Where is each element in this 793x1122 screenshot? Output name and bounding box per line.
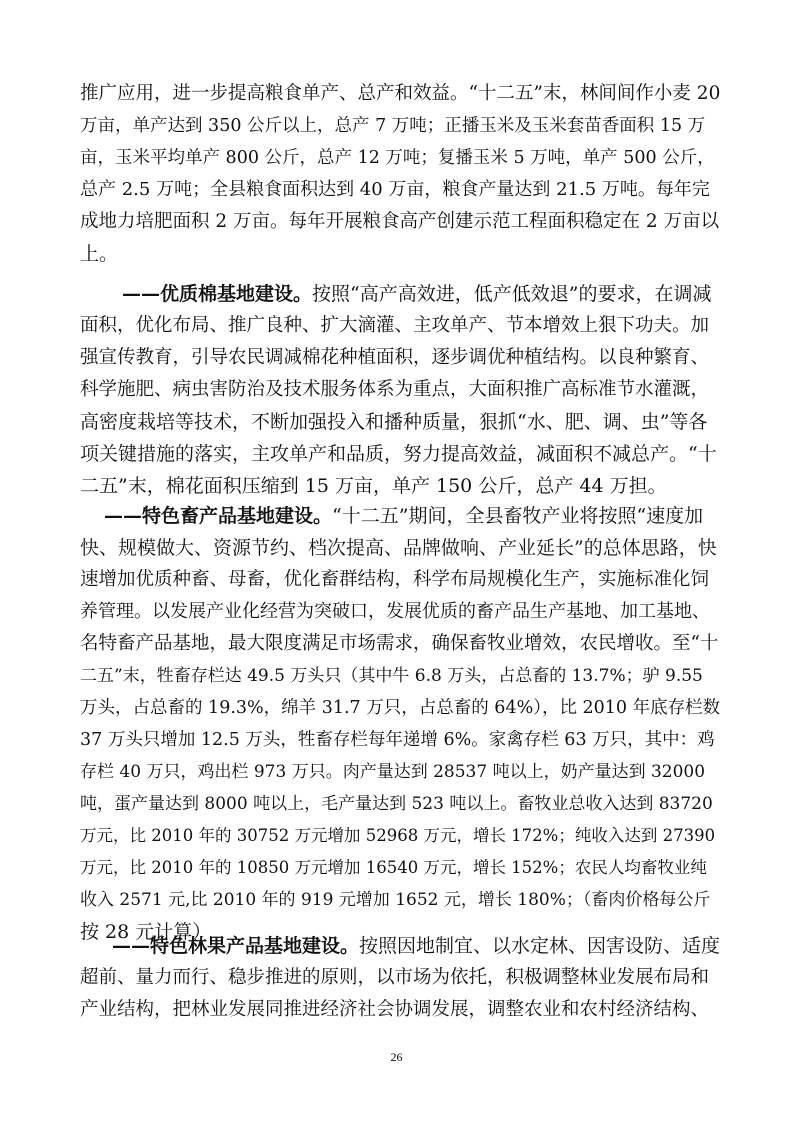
section-heading: ——特色畜产品基地建设。: [104, 505, 333, 527]
text-line: 万头，占总畜的 19.3%，绵羊 31.7 万只，占总畜的 64%），比 2010 年底存栏数: [80, 698, 721, 718]
text-line: 养管理。以发展产业化经营为突破口，发展优质的畜产品生产基地、加工基地、: [80, 601, 710, 622]
text-line: 亩，玉米平均单产 800 公斤，总产 12 万吨；复播玉米 5 万吨，单产 500 公斤，: [80, 148, 715, 168]
text-line: 强宣传教育，引导农民调减棉花种植面积，逐步调优种植结构。以良种繁育、: [80, 347, 710, 368]
section-heading: ——特色林果产品基地建设。: [112, 935, 360, 957]
text-line: 名特畜产品基地，最大限度满足市场需求，确保畜牧业增效，农民增收。至“十: [80, 633, 719, 654]
text-line: 二五”末，牲畜存栏达 49.5 万头只（其中牛 6.8 万头，占总畜的 13.7%；驴 9.55: [80, 666, 703, 686]
text-line: 快、规模做大、资源节约、档次提高、品牌做响、产业延长”的总体思路，快: [80, 537, 717, 559]
text-line: 高密度栽培等技术，不断加强投入和播种质量，狠抓“水、肥、调、虫”等各: [80, 411, 708, 433]
text-line: 按 28 元计算）: [80, 921, 212, 943]
text-line: 成地力培肥面积 2 万亩。每年开展粮食高产创建示范工程面积稳定在 2 万亩以: [80, 211, 720, 232]
text-line: 存栏 40 万只，鸡出栏 973 万只。肉产量达到 28537 吨以上，奶产量达到 32000: [80, 762, 706, 782]
text-line: 37 万头只增加 12.5 万头，牲畜存栏每年递增 6%。家禽存栏 63 万只，其中：鸡: [80, 730, 715, 750]
text-line: 速增加优质种畜、母畜，优化畜群结构，科学布局规模化生产，实施标准化饲: [80, 569, 710, 590]
paragraph-cotton: [80, 278, 720, 502]
text-line: 收入 2571 元,比 2010 年的 919 元增加 1652 元，增长 180%；（畜肉价格每公斤: [80, 890, 711, 910]
text-line: 面积，优化布局、推广良种、扩大滴灌、主攻单产、节本增效上狠下功夫。加: [80, 315, 710, 336]
text-line: 吨，蛋产量达到 8000 吨以上，毛产量达到 523 吨以上。畜牧业总收入达到 83720: [80, 794, 713, 814]
text-line: 万元，比 2010 年的 30752 万元增加 52968 万元，增长 172%；纯收入达到 27390: [80, 826, 716, 845]
text-line: 项关键措施的落实，主攻单产和品质，努力提高效益，减面积不减总产。“十: [80, 443, 717, 465]
text-line: 超前、量力而行、稳步推进的原则，以市场为依托，积极调整林业发展布局和: [80, 967, 710, 988]
text-run: 按照因地制宜、以水定林、因害设防、适度: [359, 935, 721, 957]
text-line: 产业结构，把林业发展同推进经济社会协调发展，调整农业和农村经济结构、: [80, 999, 710, 1020]
paragraph-livestock: [80, 500, 720, 948]
text-line: 万亩，单产达到 350 公斤以上，总产 7 万吨；正播玉米及玉米套苗香面积 15 万: [80, 116, 706, 136]
text-line: 科学施肥、病虫害防治及技术服务体系为重点，大面积推广高标准节水灌溉，: [80, 379, 710, 400]
text-line: 上。: [80, 243, 119, 265]
page-number: 26: [390, 1050, 403, 1064]
text-line: 二五”末，棉花面积压缩到 15 万亩，单产 150 公斤，总产 44 万担。: [80, 475, 667, 497]
text-line: [80, 930, 720, 962]
text-line: [80, 500, 720, 532]
text-line: [80, 278, 720, 310]
text-run: “十二五”期间，全县畜牧产业将按照“速度加: [332, 505, 704, 527]
paragraph-forestry: [80, 930, 720, 1026]
paragraph-grain: [80, 78, 720, 270]
text-run: 按照“高产高效进，低产低效退”的要求，在调减: [312, 283, 712, 305]
text-line: 总产 2.5 万吨；全县粮食面积达到 40 万亩，粮食产量达到 21.5 万吨。每年完: [80, 179, 710, 200]
text-line: 万元，比 2010 年的 10850 万元增加 16540 万元，增长 152%；农民人均畜牧业纯: [80, 858, 707, 877]
text-line: 推广应用，进一步提高粮食单产、总产和效益。“十二五”末，林间间作小麦 20: [80, 83, 721, 104]
section-heading: ——优质棉基地建设。: [122, 283, 313, 305]
